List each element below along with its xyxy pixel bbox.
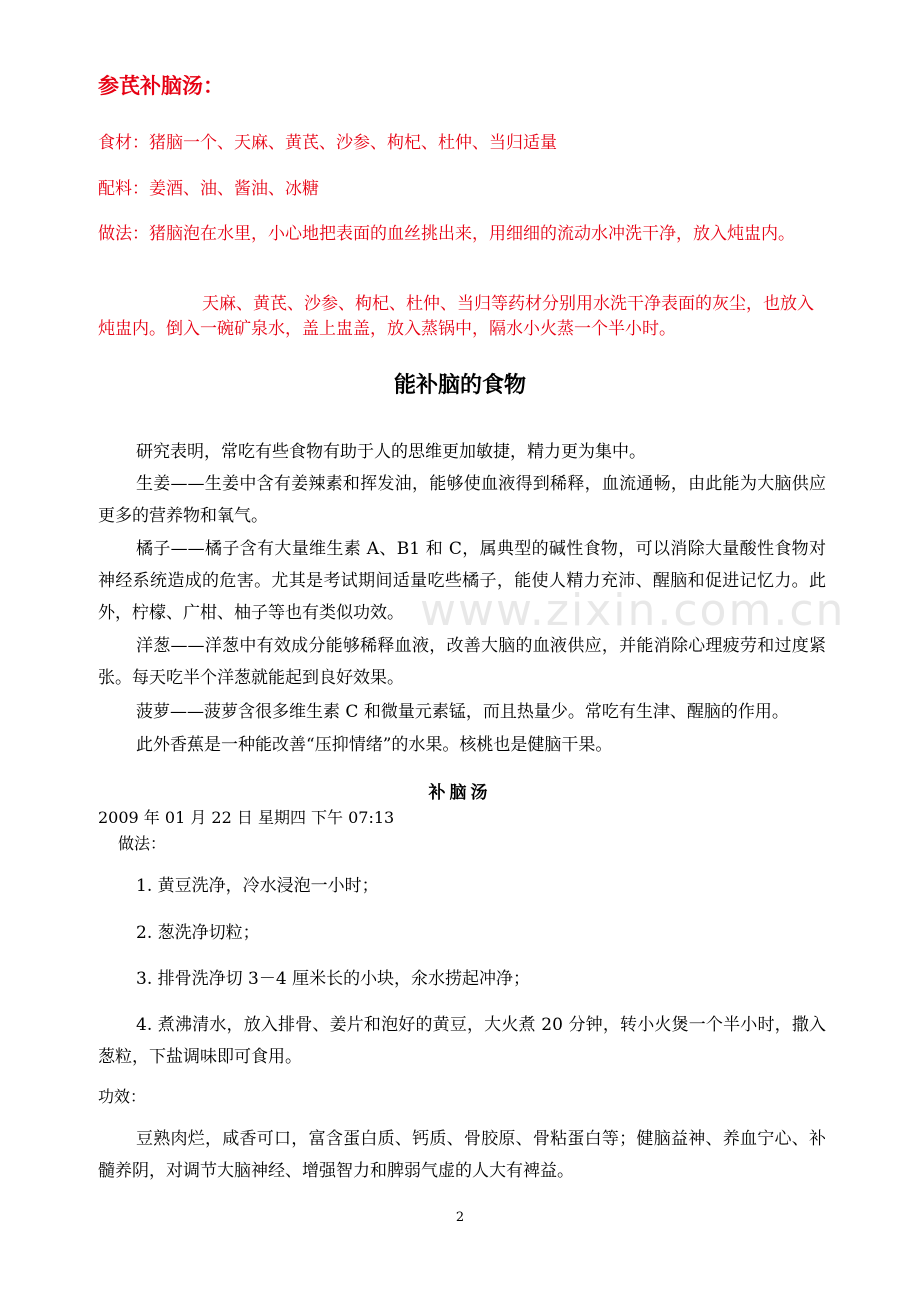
page-number: 2 <box>455 1210 465 1225</box>
foods-paragraph: 研究表明，常吃有些食物有助于人的思维更加敏捷，精力更为集中。 <box>136 442 646 462</box>
seasoning-line: 配料：姜酒、油、酱油、冰糖 <box>98 179 319 199</box>
step-item: 2. 葱洗净切粒； <box>136 923 260 943</box>
step-item: 1. 黄豆洗净，冷水浸泡一小时； <box>136 876 379 896</box>
soup-heading: 补脑汤 <box>428 783 492 803</box>
effect-label: 功效： <box>98 1087 147 1106</box>
method-line-1: 做法：猪脑泡在水里，小心地把表面的血丝挑出来，用细细的流动水冲洗干净，放入炖盅内。 <box>98 224 795 244</box>
foods-paragraph: 生姜——生姜中含有姜辣素和挥发油，能够使血液得到稀释，血流通畅，由此能为大脑供应更多的营养物和氧气。 <box>98 474 826 526</box>
method-label: 做法： <box>118 834 167 853</box>
foods-paragraph: 菠萝——菠萝含很多维生素 C 和微量元素锰，而且热量少。常吃有生津、醒脑的作用。 <box>136 702 789 722</box>
foods-paragraph: 橘子——橘子含有大量维生素 A、B1 和 C，属典型的碱性食物，可以消除大量酸性食物对神经系统造成的危害。尤其是考试期间适量吃些橘子，能使人精力充沛、醒脑和促进记忆力。此外，柠檬、广柑、柚子等也有类似功效。 <box>98 539 826 623</box>
step-item: 4. 煮沸清水，放入排骨、姜片和泡好的黄豆，大火煮 20 分钟，转小火煲一个半小时，撒入葱粒，下盐调味即可食用。 <box>98 1015 826 1067</box>
foods-heading: 能补脑的食物 <box>393 373 526 398</box>
method-line-2: 天麻、黄芪、沙参、枸杞、杜仲、当归等药材分别用水洗干净表面的灰尘，也放入炖盅内。倒入一碗矿泉水，盖上盅盖，放入蒸锅中，隔水小火蒸一个半小时。 <box>98 294 814 339</box>
ingredients-line: 食材：猪脑一个、天麻、黄芪、沙参、枸杞、杜仲、当归适量 <box>98 133 557 153</box>
foods-paragraph: 洋葱——洋葱中有效成分能够稀释血液，改善大脑的血液供应，并能消除心理疲劳和过度紧张。每天吃半个洋葱就能起到良好效果。 <box>98 636 826 688</box>
foods-paragraph: 此外香蕉是一种能改善“压抑情绪”的水果。核桃也是健脑干果。 <box>136 735 613 755</box>
post-date: 2009 年 01 月 22 日 星期四 下午 07:13 <box>98 808 395 827</box>
watermark: www.zixin.com.cn <box>420 585 846 636</box>
step-item: 3. 排骨洗净切 3－4 厘米长的小块，氽水捞起冲净； <box>136 969 531 989</box>
recipe-title: 参芪补脑汤： <box>98 74 224 98</box>
effect-text: 豆熟肉烂，咸香可口，富含蛋白质、钙质、骨胶原、骨粘蛋白等；健脑益神、养血宁心、补髓养阴，对调节大脑神经、增强智力和脾弱气虚的人大有裨益。 <box>98 1129 826 1181</box>
